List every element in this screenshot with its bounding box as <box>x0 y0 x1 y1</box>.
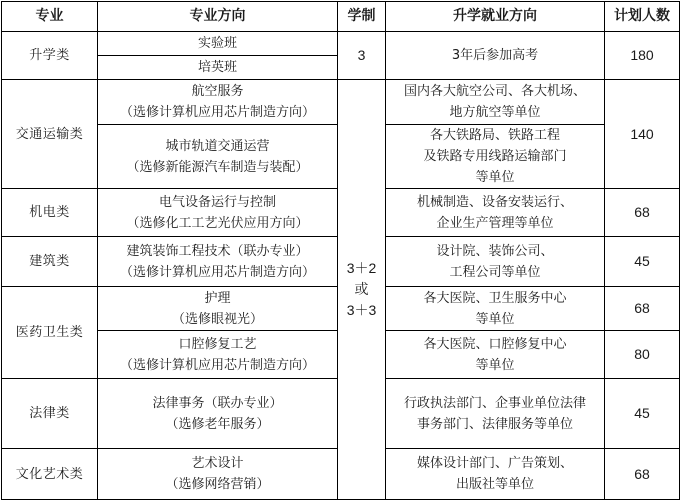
direction-elective: （选修网络营销） <box>165 477 270 492</box>
plan-cell: 180 <box>605 32 680 80</box>
outcome-cell <box>386 379 605 449</box>
outcome-cell <box>386 331 605 379</box>
outcome-line: 地方航空等单位 <box>449 105 541 120</box>
direction-name: 口腔修复工艺 <box>178 336 257 352</box>
direction-elective: （选修新能源汽车制造与装配） <box>126 159 309 175</box>
outcome-line: 各大医院、口腔修复中心 <box>423 336 567 352</box>
direction-elective: （选修计算机应用芯片制造方向） <box>119 264 315 280</box>
plan-cell: 80 <box>605 331 680 379</box>
direction-cell <box>98 449 338 500</box>
duration-line: 3＋3 <box>346 302 377 318</box>
table-row <box>2 80 680 125</box>
direction-cell: 培英班 <box>98 56 338 80</box>
major-cell: 建筑类 <box>2 237 98 287</box>
outcome-line: 各大医院、卫生服务中心 <box>423 290 567 306</box>
plan-cell: 68 <box>605 287 680 331</box>
outcome-line: 出版社等单位 <box>455 477 534 492</box>
direction-elective: （选修老年服务） <box>165 416 270 432</box>
header-plan: 计划人数 <box>605 2 680 32</box>
outcome-cell <box>386 80 605 125</box>
direction-elective: （选修化工工艺光伏应用方向） <box>126 215 309 231</box>
table-row <box>2 32 680 56</box>
duration-line: 或 <box>354 281 369 297</box>
major-cell: 机电类 <box>2 189 98 237</box>
direction-name: 艺术设计 <box>191 456 244 471</box>
outcome-cell <box>386 189 605 237</box>
direction-cell <box>98 125 338 189</box>
outcome-cell <box>386 237 605 287</box>
direction-cell <box>98 331 338 379</box>
outcome-line: 工程公司等单位 <box>449 264 541 280</box>
outcome-cell <box>386 287 605 331</box>
plan-cell: 68 <box>605 189 680 237</box>
direction-name: 航空服务 <box>191 84 244 99</box>
duration-line: 3＋2 <box>346 260 377 276</box>
enrollment-plan-table <box>1 1 680 500</box>
outcome-line: 及铁路专用线路运输部门 <box>423 149 567 164</box>
outcome-cell <box>386 125 605 189</box>
major-cell: 法律类 <box>2 379 98 449</box>
major-cell: 交通运输类 <box>2 80 98 189</box>
outcome-cell <box>386 449 605 500</box>
outcome-line: 机械制造、设备安装运行、 <box>416 194 573 210</box>
outcome-line: 事务部门、法律服务等单位 <box>416 416 573 432</box>
outcome-line: 企业生产管理等单位 <box>436 215 554 231</box>
direction-elective: （选修眼视光） <box>171 311 263 327</box>
direction-cell <box>98 189 338 237</box>
outcome-line: 行政执法部门、企事业单位法律 <box>403 395 586 411</box>
direction-cell <box>98 237 338 287</box>
direction-name: 城市轨道交通运营 <box>165 138 270 154</box>
direction-name: 法律事务（联办专业） <box>152 395 283 411</box>
outcome-line: 各大铁路局、铁路工程 <box>429 128 560 143</box>
plan-cell: 45 <box>605 237 680 287</box>
major-cell: 医药卫生类 <box>2 287 98 379</box>
direction-name: 建筑装饰工程技术（联办专业） <box>126 243 309 259</box>
direction-cell <box>98 379 338 449</box>
plan-cell: 68 <box>605 449 680 500</box>
outcome-line: 等单位 <box>475 170 515 185</box>
header-duration: 学制 <box>338 2 386 32</box>
outcome-line: 媒体设计部门、广告策划、 <box>416 456 573 471</box>
duration-cell: 3 <box>338 32 386 80</box>
direction-name: 电气设备运行与控制 <box>158 194 276 210</box>
direction-elective: （选修计算机应用芯片制造方向） <box>119 105 315 120</box>
direction-cell <box>98 287 338 331</box>
direction-elective: （选修计算机应用芯片制造方向） <box>119 357 315 373</box>
duration-shared-cell <box>338 80 386 500</box>
major-cell: 升学类 <box>2 32 98 80</box>
plan-cell: 140 <box>605 80 680 189</box>
header-outcome: 升学就业方向 <box>386 2 605 32</box>
direction-cell: 实验班 <box>98 32 338 56</box>
direction-cell <box>98 80 338 125</box>
direction-name: 护理 <box>204 290 231 306</box>
outcome-line: 设计院、装饰公司、 <box>436 243 554 259</box>
major-cell: 文化艺术类 <box>2 449 98 500</box>
header-row <box>2 2 680 32</box>
outcome-cell: 3年后参加高考 <box>386 32 605 80</box>
plan-cell: 45 <box>605 379 680 449</box>
header-direction: 专业方向 <box>98 2 338 32</box>
outcome-line: 等单位 <box>475 311 515 327</box>
outcome-line: 国内各大航空公司、各大机场、 <box>403 84 586 99</box>
outcome-line: 等单位 <box>475 357 515 373</box>
header-major: 专业 <box>2 2 98 32</box>
